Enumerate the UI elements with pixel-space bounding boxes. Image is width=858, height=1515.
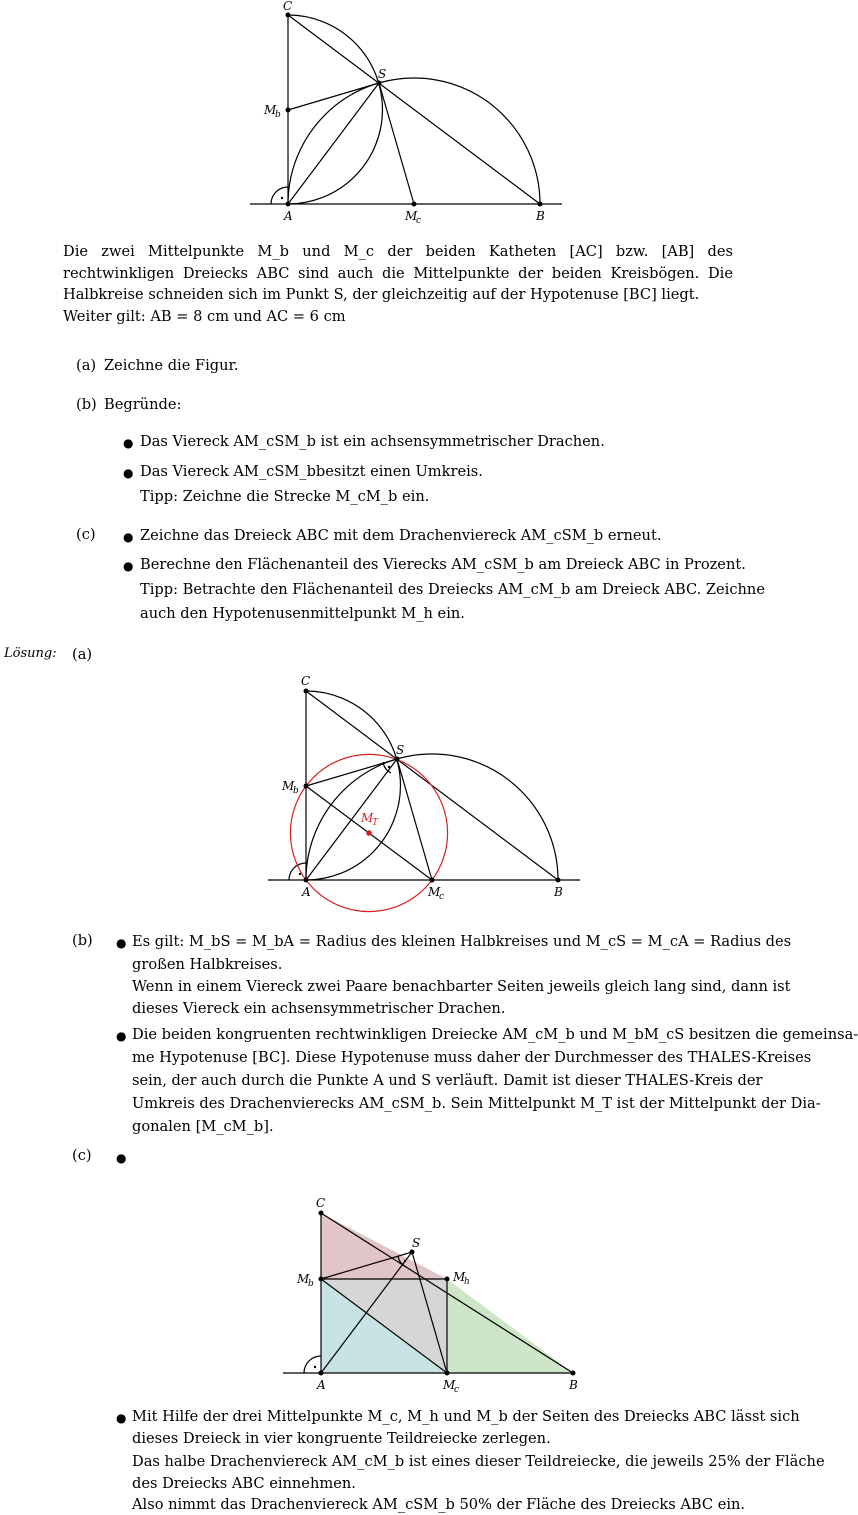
task-c-label: (c) [76, 526, 96, 543]
task-b1: Das Viereck AM_cSM_b ist ein achsensymmetrischer Drachen. [140, 433, 605, 450]
svg-text:b: b [293, 786, 299, 796]
solution-c-label: (c) [72, 1147, 92, 1164]
svg-text:T: T [372, 818, 379, 828]
svg-text:S: S [396, 743, 405, 757]
hypotenuse-bc [288, 15, 540, 204]
task-c1: Zeichne das Dreieck ABC mit dem Drachenviereck AM_cSM_b erneut. [140, 527, 662, 544]
label-mb: M [264, 103, 277, 117]
solution-b-label: (b) [72, 932, 93, 949]
svg-text:M: M [428, 885, 441, 899]
small-arc [288, 15, 382, 204]
bullet-icon: ● [123, 559, 134, 573]
task-b2-tip: Tipp: Zeichne die Strecke M_cM_b ein. [140, 488, 430, 505]
svg-text:M: M [361, 811, 374, 825]
svg-text:C: C [316, 1196, 326, 1210]
label-c: C [283, 0, 293, 13]
svg-text:M: M [297, 1272, 310, 1286]
segment-mb-s [288, 83, 379, 110]
svg-text:C: C [301, 674, 311, 688]
figure-3 [0, 1190, 733, 1400]
svg-text:b: b [308, 1279, 314, 1289]
segment-s-mc [379, 83, 414, 204]
svg-text:A: A [302, 885, 311, 899]
task-b2: Das Viereck AM_cSM_bbesitzt einen Umkreis. [140, 463, 483, 480]
figure-2 [0, 670, 733, 902]
bullet-icon: ● [123, 466, 134, 480]
intro-paragraph: Die zwei Mittelpunkte M_b und M_c der beiden Katheten [AC] bzw. [AB] des rechtwinkligen Dreiecks ABC sind auch die Mittelpunkte der beiden Kreisbögen. Die Halbkreise schneiden sich im Punkt S, der gleichzeitig auf der Hypotenuse [BC] liegt. Weiter gilt: AB = 8 cm und AC = 6 cm [63, 243, 733, 325]
svg-text:c: c [439, 892, 445, 902]
figure-1 [0, 0, 733, 225]
svg-text:M: M [443, 1378, 456, 1392]
solution-label: Lösung: [4, 646, 57, 661]
svg-text:A: A [317, 1378, 326, 1392]
bullet-icon: ● [123, 436, 134, 450]
label-s: S [378, 67, 387, 81]
task-c2: Berechne den Flächenanteil des Vierecks AM_cSM_b am Dreieck ABC in Prozent. [140, 556, 746, 573]
label-mc: M [405, 209, 418, 223]
task-a-text: Zeichne die Figur. [104, 357, 239, 374]
task-a-label: (a) [76, 357, 97, 374]
task-c2-tip1: Tipp: Betrachte den Flächenanteil des Dreiecks AM_cM_b am Dreieck ABC. Zeichne [140, 581, 765, 598]
bullet-icon: ● [116, 1029, 127, 1043]
bullet-icon: ● [116, 1151, 127, 1165]
label-a: A [284, 209, 293, 223]
svg-text:c: c [454, 1385, 460, 1395]
bullet-icon: ● [123, 530, 134, 544]
large-arc [288, 78, 540, 204]
svg-text:c: c [416, 216, 422, 226]
label-b: B [536, 209, 545, 223]
svg-text:h: h [464, 1277, 470, 1287]
svg-text:B: B [569, 1378, 578, 1392]
svg-text:B: B [554, 885, 563, 899]
segment-a-s [288, 83, 379, 204]
bullet-icon: ● [116, 936, 127, 950]
solution-a-label: (a) [72, 646, 93, 663]
svg-text:b: b [275, 110, 281, 120]
task-b-text: Begründe: [104, 396, 182, 413]
task-c2-tip2: auch den Hypotenusenmittelpunkt M_h ein. [140, 605, 465, 622]
svg-text:S: S [412, 1236, 421, 1250]
task-b-label: (b) [76, 396, 97, 413]
right-angle-arc [271, 187, 288, 204]
svg-text:M: M [282, 779, 295, 793]
svg-text:M: M [453, 1270, 466, 1284]
bullet-icon: ● [116, 1411, 127, 1425]
